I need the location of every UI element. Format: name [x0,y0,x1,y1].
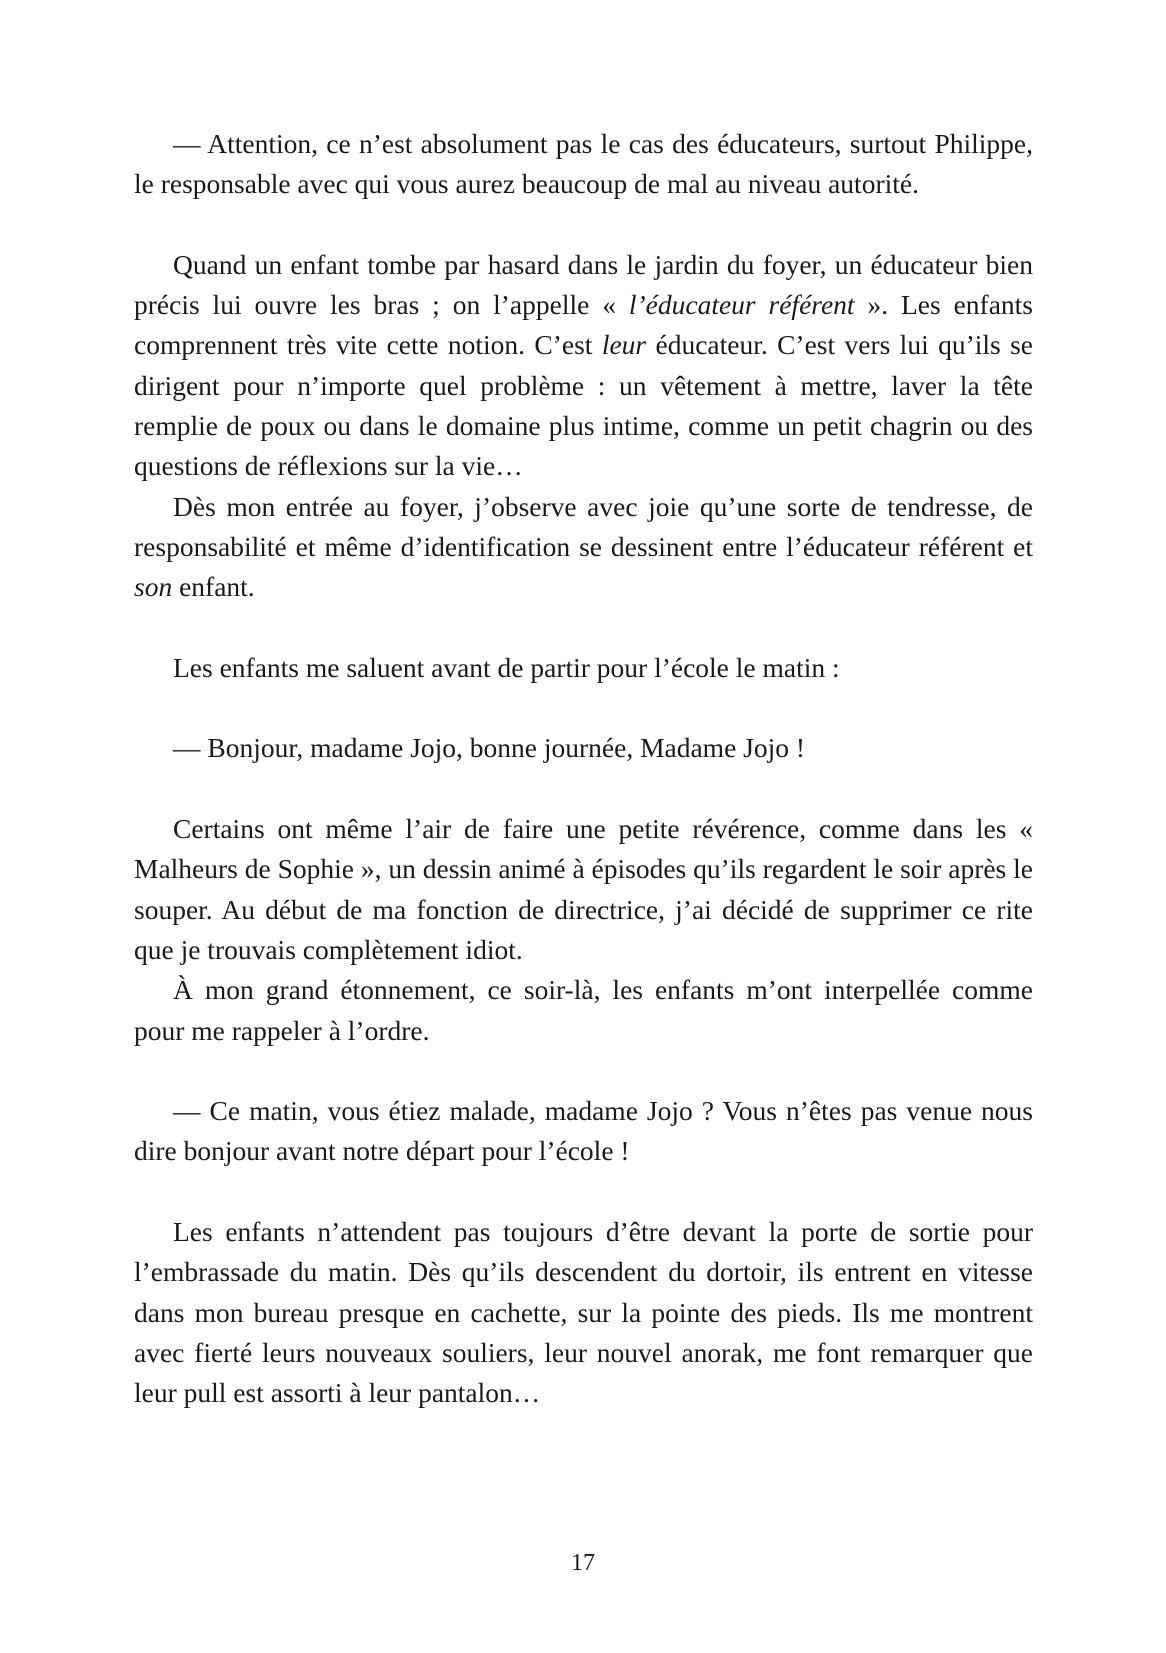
paragraph-saluent: Les enfants me saluent avant de partir pour l’école le matin : [173,651,840,683]
paragraph-embrassade: Les enfants n’attendent pas toujours d’être devant la porte de sortie pour l’embrassade du matin. Dès qu’ils descendent du dortoir, ils entrent en vitesse dans mon bureau presque en cachette, sur la pointe des pieds. Ils me montrent avec fierté leurs nouveaux souliers, leur nouvel anorak, me font remarquer que leur pull est assorti à leur pantalon… [134,1216,1033,1409]
paragraph-dialogue-malade: — Ce matin, vous étiez malade, madame Jojo ? Vous n’êtes pas venue nous dire bonjour avant notre départ pour l’école ! [134,1095,1033,1167]
paragraph-reverence: Certains ont même l’air de faire une petite révérence, comme dans les « Malheurs de Sophie », un dessin animé à épisodes qu’ils regardent le soir après le souper. Au début de ma fonction de directrice, j’ai décidé de supprimer ce rite que je trouvais complètement idiot. [134,813,1033,965]
text-span: enfant. [172,571,255,603]
paragraph-educateur-referent [134,245,1033,487]
italic-word: son [134,571,173,603]
paragraph-gap [134,1172,1033,1212]
paragraph-gap [134,688,1033,728]
paragraph-gap [134,1051,1033,1091]
text-span: ». Les enfants comprennent très vite cette notion. C’est [134,289,1034,361]
paragraph-tendresse [134,487,1033,608]
paragraph-dialogue-bonjour: — Bonjour, madame Jojo, bonne journée, Madame Jojo ! [173,732,806,764]
page-number: 17 [571,1550,595,1576]
paragraph-gap [134,608,1033,648]
paragraph-etonnement: À mon grand étonnement, ce soir-là, les enfants m’ont interpellée comme pour me rappeler à l’ordre. [134,974,1033,1046]
paragraph-dialogue-attention: — Attention, ce n’est absolument pas le cas des éducateurs, surtout Philippe, le responsable avec qui vous aurez beaucoup de mal au niveau autorité. [134,128,1033,200]
italic-term: l’éducateur référent [628,289,855,321]
text-span: Quand un enfant tombe par hasard dans le jardin du foyer, un éducateur bien précis lui ouvre les bras ; on l’appelle « [134,248,1033,321]
italic-word: leur [601,329,647,361]
text-span: éducateur. C’est vers lui qu’ils se dirigent pour n’importe quel problème : un vêtement à mettre, laver la tête remplie de poux ou dans le domaine plus intime, comme un petit chagrin ou des questions de réflexions sur la vie… [134,329,1033,482]
text-span: Dès mon entrée au foyer, j’observe avec joie qu’une sorte de tendresse, de responsabilité et même d’identification se dessinent entre l’éducateur référent et [134,490,1033,562]
paragraph-gap [134,205,1033,245]
page-body [134,124,1033,1414]
paragraph-gap [134,769,1033,809]
